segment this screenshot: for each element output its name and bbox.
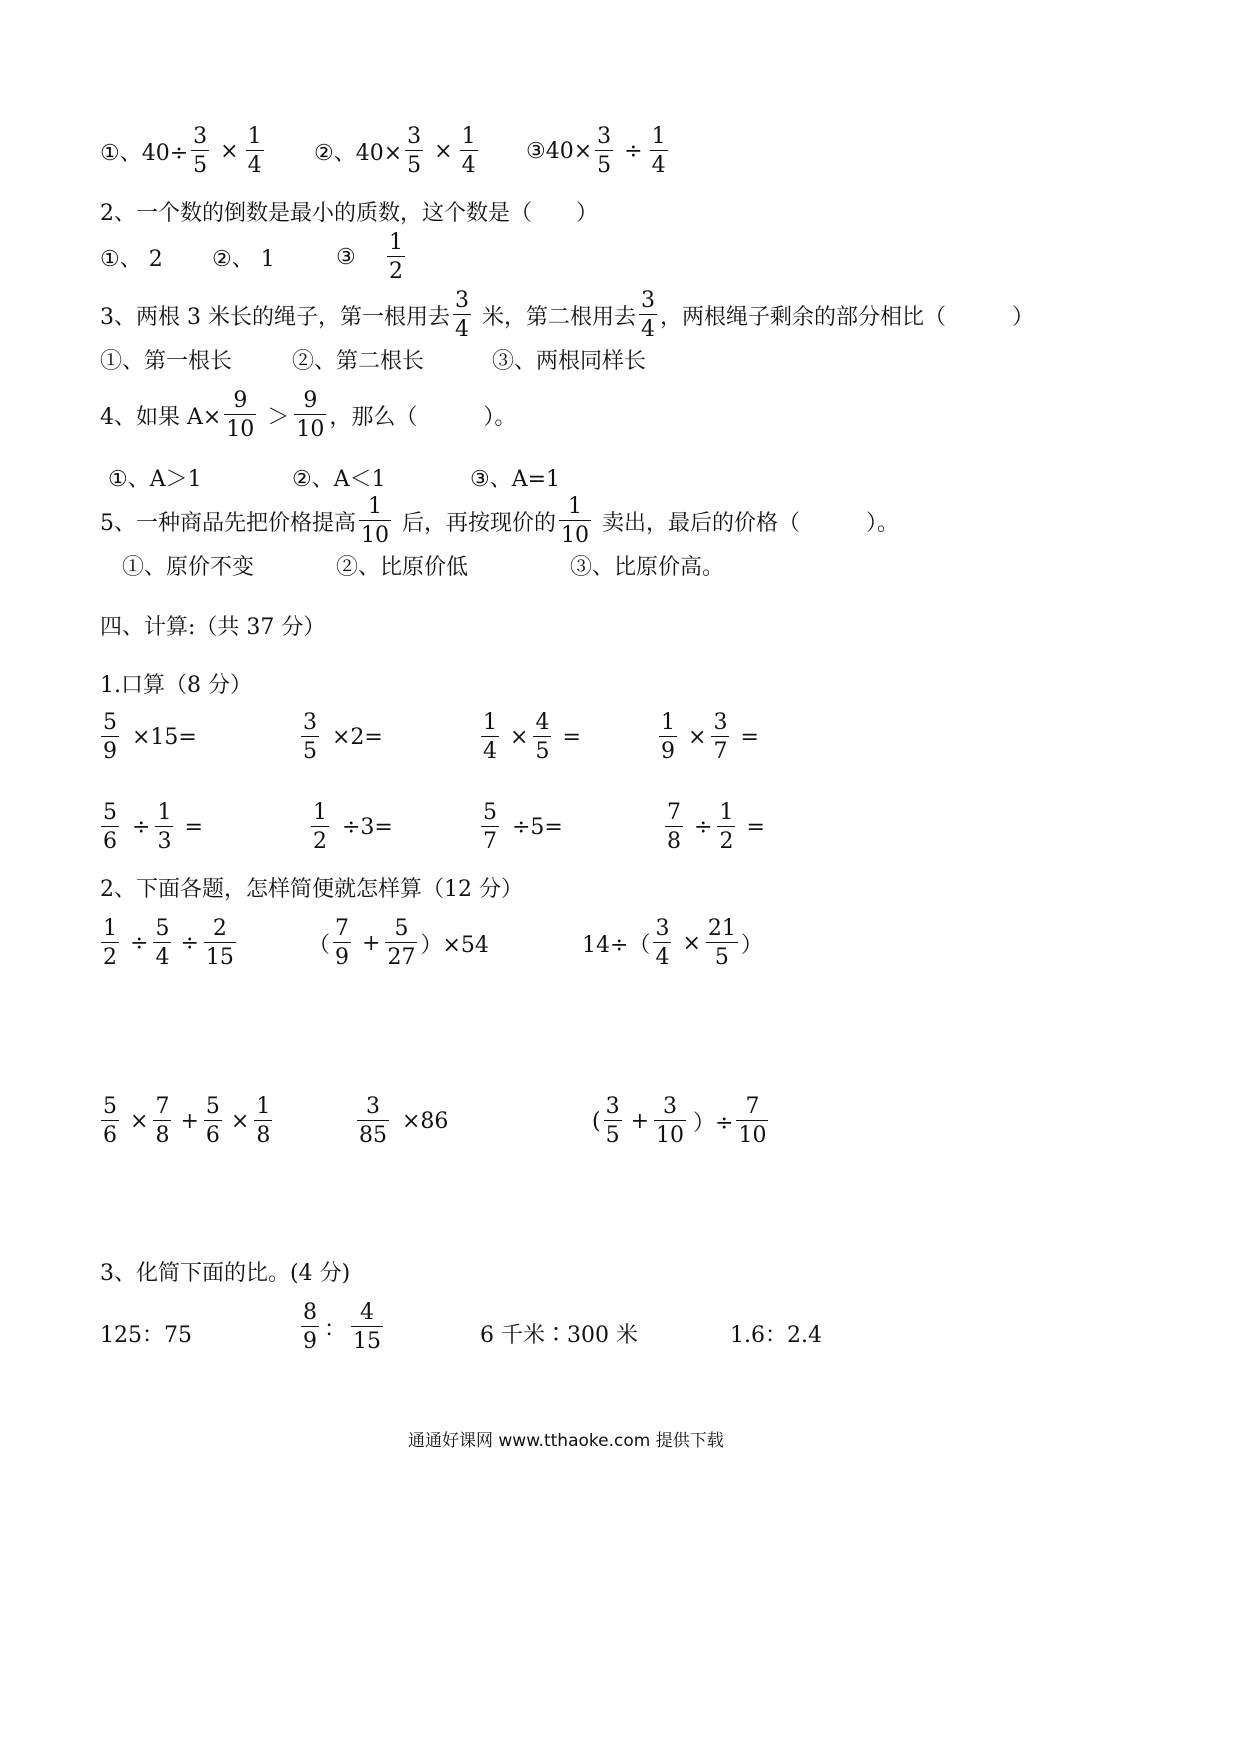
oral-item (298, 712, 383, 763)
numerator: 5 (483, 800, 497, 825)
numerator: 7 (745, 1094, 760, 1119)
numerator: 1 (389, 230, 403, 255)
fraction (460, 126, 478, 177)
q4-option-1: ①、A＞1 (108, 467, 202, 492)
fraction (357, 1096, 389, 1147)
operator: × (682, 931, 701, 956)
numerator: 3 (193, 124, 208, 149)
denominator: 10 (738, 1123, 767, 1148)
numerator: 2 (212, 916, 227, 941)
q3-option-1: ①、第一根长 (100, 349, 233, 374)
denominator: 15 (353, 1329, 382, 1354)
q4-text-1: 4、如果 A× (100, 405, 222, 430)
fraction (650, 126, 668, 177)
fraction (101, 712, 119, 763)
q1-option-1 (100, 126, 267, 177)
fraction (665, 802, 683, 853)
numerator: 3 (303, 710, 317, 735)
denominator: 5 (303, 739, 317, 764)
q2-option-2: ②、 1 (212, 247, 275, 272)
fraction (481, 802, 499, 853)
q4-options (108, 462, 560, 493)
ratio-item-4 (730, 1318, 822, 1349)
ratio-title (100, 1256, 350, 1287)
operator: ＞ (267, 405, 290, 430)
ratio-expr: 125：75 (100, 1323, 192, 1348)
numerator: 1 (103, 916, 117, 941)
fraction (453, 290, 471, 341)
simplify-expr: 14÷（ (582, 933, 651, 958)
fraction (359, 496, 391, 547)
q5-options (122, 550, 724, 581)
q1-option-2 (314, 126, 481, 177)
q5-option-3: ③、比原价高。 (570, 555, 725, 580)
denominator: 7 (713, 739, 728, 764)
denominator: 2 (719, 829, 734, 854)
numerator: 1 (661, 710, 675, 735)
fraction (153, 1096, 171, 1147)
q4-option-3: ③、A=1 (470, 467, 561, 492)
fraction (311, 802, 329, 853)
q5-text-3: 卖出，最后的价格（ ）。 (602, 511, 900, 536)
numerator: 9 (233, 388, 248, 413)
fraction (101, 918, 119, 969)
fraction (559, 496, 591, 547)
oral-expr: = (746, 815, 765, 840)
fraction (224, 390, 256, 441)
denominator: 5 (714, 945, 729, 970)
fraction (653, 918, 671, 969)
ratio-item-2 (298, 1302, 386, 1353)
q1-o2-label: ②、40× (314, 141, 403, 166)
fraction (301, 1302, 319, 1353)
q5-question (100, 496, 899, 547)
oral-expr: = (740, 725, 759, 750)
numerator: 1 (313, 800, 327, 825)
operator: × (434, 139, 453, 164)
numerator: 21 (707, 916, 736, 941)
denominator: 85 (359, 1123, 387, 1148)
operator: + (630, 1109, 650, 1134)
denominator: 7 (483, 829, 497, 854)
denominator: 5 (407, 153, 422, 178)
numerator: 3 (713, 710, 728, 735)
q4-question (100, 390, 516, 441)
denominator: 6 (205, 1123, 220, 1148)
paren: ( (592, 1109, 601, 1134)
denominator: 6 (103, 1123, 117, 1148)
simplify-item-4 (98, 1096, 275, 1147)
denominator: 10 (656, 1123, 685, 1148)
operator: ÷ (180, 931, 199, 956)
simplify-title-text: 2、下面各题，怎样简便就怎样算（12 分） (100, 877, 523, 902)
numerator: 1 (256, 1094, 271, 1119)
numerator: 4 (535, 710, 550, 735)
numerator: 3 (663, 1094, 678, 1119)
numerator: 4 (360, 1300, 375, 1325)
ratio-item-1 (100, 1318, 192, 1349)
fraction (294, 390, 326, 441)
numerator: 3 (597, 124, 612, 149)
fraction (351, 1302, 383, 1353)
fraction (604, 1096, 622, 1147)
footer-text: 通通好课网 www.tthaoke.com 提供下载 (408, 1431, 724, 1451)
denominator: 5 (597, 153, 612, 178)
oral-item (98, 802, 203, 853)
fraction (711, 712, 729, 763)
fraction (101, 1096, 119, 1147)
fraction (639, 290, 657, 341)
fraction (736, 1096, 768, 1147)
numerator: 3 (605, 1094, 620, 1119)
oral-expr: ÷3= (342, 815, 393, 840)
oral-expr: ×15= (132, 725, 197, 750)
simplify-title (100, 872, 523, 903)
fraction (333, 918, 351, 969)
denominator: 4 (454, 317, 469, 342)
oral-item (98, 712, 197, 763)
numerator: 9 (303, 388, 318, 413)
numerator: 3 (366, 1094, 380, 1119)
denominator: 9 (335, 945, 350, 970)
fraction (595, 126, 613, 177)
simplify-item-1 (98, 918, 239, 969)
q5-option-2: ②、比原价低 (336, 555, 469, 580)
fraction (387, 232, 405, 283)
denominator: 4 (155, 945, 170, 970)
numerator: 1 (651, 124, 666, 149)
fraction (191, 126, 209, 177)
numerator: 1 (461, 124, 476, 149)
denominator: 10 (361, 523, 389, 548)
q5-text-1: 5、一种商品先把价格提高 (100, 511, 356, 536)
operator: × (230, 1109, 250, 1134)
denominator: 15 (205, 945, 234, 970)
operator: ÷ (624, 139, 643, 164)
operator: × (220, 139, 239, 164)
operator: × (688, 725, 707, 750)
q3-question (100, 290, 1034, 341)
denominator: 5 (605, 1123, 620, 1148)
fraction (533, 712, 551, 763)
fraction (481, 712, 499, 763)
denominator: 5 (535, 739, 550, 764)
oral-item (478, 712, 581, 763)
denominator: 8 (155, 1123, 170, 1148)
denominator: 8 (667, 829, 681, 854)
numerator: 3 (454, 288, 469, 313)
simplify-item-3 (582, 918, 763, 969)
numerator: 1 (568, 494, 583, 519)
section-4-title: 四、计算:（共 37 分） (100, 615, 326, 640)
q4-text-3: ，那么（ ）。 (329, 405, 517, 430)
numerator: 5 (205, 1094, 220, 1119)
fraction (385, 918, 417, 969)
ratio-expr: 6 千米∶300 米 (480, 1323, 638, 1348)
operator: + (362, 931, 381, 956)
fraction (155, 802, 173, 853)
oral-calc-title: 1.口算（8 分） (100, 673, 252, 698)
numerator: 1 (247, 124, 262, 149)
fraction (405, 126, 423, 177)
numerator: 8 (303, 1300, 317, 1325)
fraction (204, 918, 236, 969)
q4-option-2: ②、A＜1 (292, 467, 386, 492)
paren: （ (308, 933, 331, 958)
q1-o1-label: ①、40÷ (100, 141, 189, 166)
numerator: 1 (719, 800, 734, 825)
oral-expr: ×2= (332, 725, 383, 750)
denominator: 10 (561, 523, 590, 548)
operator: ÷ (130, 931, 149, 956)
numerator: 5 (394, 916, 409, 941)
numerator: 5 (103, 1094, 117, 1119)
operator: ÷ (694, 815, 713, 840)
numerator: 3 (655, 916, 670, 941)
denominator: 8 (256, 1123, 271, 1148)
numerator: 3 (641, 288, 655, 313)
ratio-title-text: 3、化简下面的比。(4 分) (100, 1261, 351, 1286)
denominator: 6 (103, 829, 117, 854)
q5-text-2: 后，再按现价的 (402, 511, 557, 536)
q3-text-3: ，两根绳子剩余的部分相比（ ） (660, 305, 1035, 330)
fraction (301, 712, 319, 763)
denominator: 4 (641, 317, 655, 342)
simplify-item-2 (308, 918, 489, 969)
operator: × (510, 725, 529, 750)
oral-expr: ÷5= (512, 815, 563, 840)
denominator: 10 (296, 417, 325, 442)
simplify-expr: ）×54 (420, 933, 489, 958)
ratio-expr: 1.6：2.4 (730, 1323, 822, 1348)
q2-option-1: ①、 2 (100, 247, 163, 272)
q2-text: 2、一个数的倒数是最小的质数，这个数是（ ） (100, 201, 598, 226)
fraction (101, 802, 119, 853)
q1-option-3 (526, 126, 671, 177)
fraction (717, 802, 735, 853)
numerator: 7 (335, 916, 350, 941)
oral-item (662, 802, 765, 853)
denominator: 2 (389, 259, 403, 284)
numerator: 7 (667, 800, 681, 825)
simplify-expr: ×86 (402, 1109, 449, 1134)
numerator: 3 (407, 124, 422, 149)
numerator: 1 (157, 800, 172, 825)
fraction (246, 126, 264, 177)
operator: × (130, 1109, 149, 1134)
denominator: 4 (483, 739, 497, 764)
denominator: 9 (303, 1329, 317, 1354)
simplify-item-5 (354, 1096, 448, 1147)
fraction (706, 918, 738, 969)
fraction (654, 1096, 686, 1147)
q3-text-1: 3、两根 3 米长的绳子，第一根用去 (100, 305, 450, 330)
q3-options (100, 344, 646, 375)
numerator: 1 (483, 710, 497, 735)
denominator: 4 (651, 153, 666, 178)
operator: ÷ (132, 815, 151, 840)
oral-expr: = (184, 815, 203, 840)
simplify-expr: ）÷ (693, 1111, 734, 1136)
fraction (254, 1096, 272, 1147)
numerator: 5 (103, 800, 117, 825)
oral-item (656, 712, 759, 763)
q3-option-3: ③、两根同样长 (492, 349, 647, 374)
fraction (204, 1096, 222, 1147)
simplify-item-6 (592, 1096, 771, 1147)
q3-text-2: 米，第二根用去 (481, 305, 636, 330)
q1-o3-label: ③40× (526, 139, 593, 164)
oral-expr: = (562, 725, 581, 750)
oral-item (478, 802, 563, 853)
paren: ） (740, 933, 763, 958)
denominator: 4 (247, 153, 262, 178)
q2-question (100, 196, 598, 227)
fraction (153, 918, 171, 969)
section-title (100, 610, 325, 641)
oral-item (308, 802, 393, 853)
denominator: 10 (226, 417, 255, 442)
footer (408, 1426, 724, 1451)
numerator: 5 (155, 916, 170, 941)
numerator: 5 (103, 710, 117, 735)
q3-option-2: ②、第二根长 (292, 349, 425, 374)
denominator: 2 (313, 829, 327, 854)
operator: + (180, 1109, 199, 1134)
fraction (659, 712, 677, 763)
denominator: 9 (661, 739, 675, 764)
denominator: 5 (193, 153, 208, 178)
denominator: 27 (387, 945, 416, 970)
q2-options (100, 232, 408, 283)
numerator: 1 (368, 494, 382, 519)
ratio-item-3 (480, 1318, 638, 1349)
q5-option-1: ①、原价不变 (122, 555, 255, 580)
numerator: 7 (155, 1094, 170, 1119)
denominator: 2 (103, 945, 117, 970)
denominator: 3 (157, 829, 172, 854)
ratio-separator: ： (324, 1317, 347, 1342)
oral-title (100, 668, 252, 699)
denominator: 4 (461, 153, 476, 178)
denominator: 9 (103, 739, 117, 764)
denominator: 4 (655, 945, 670, 970)
q2-option-3: ③ (336, 245, 356, 270)
